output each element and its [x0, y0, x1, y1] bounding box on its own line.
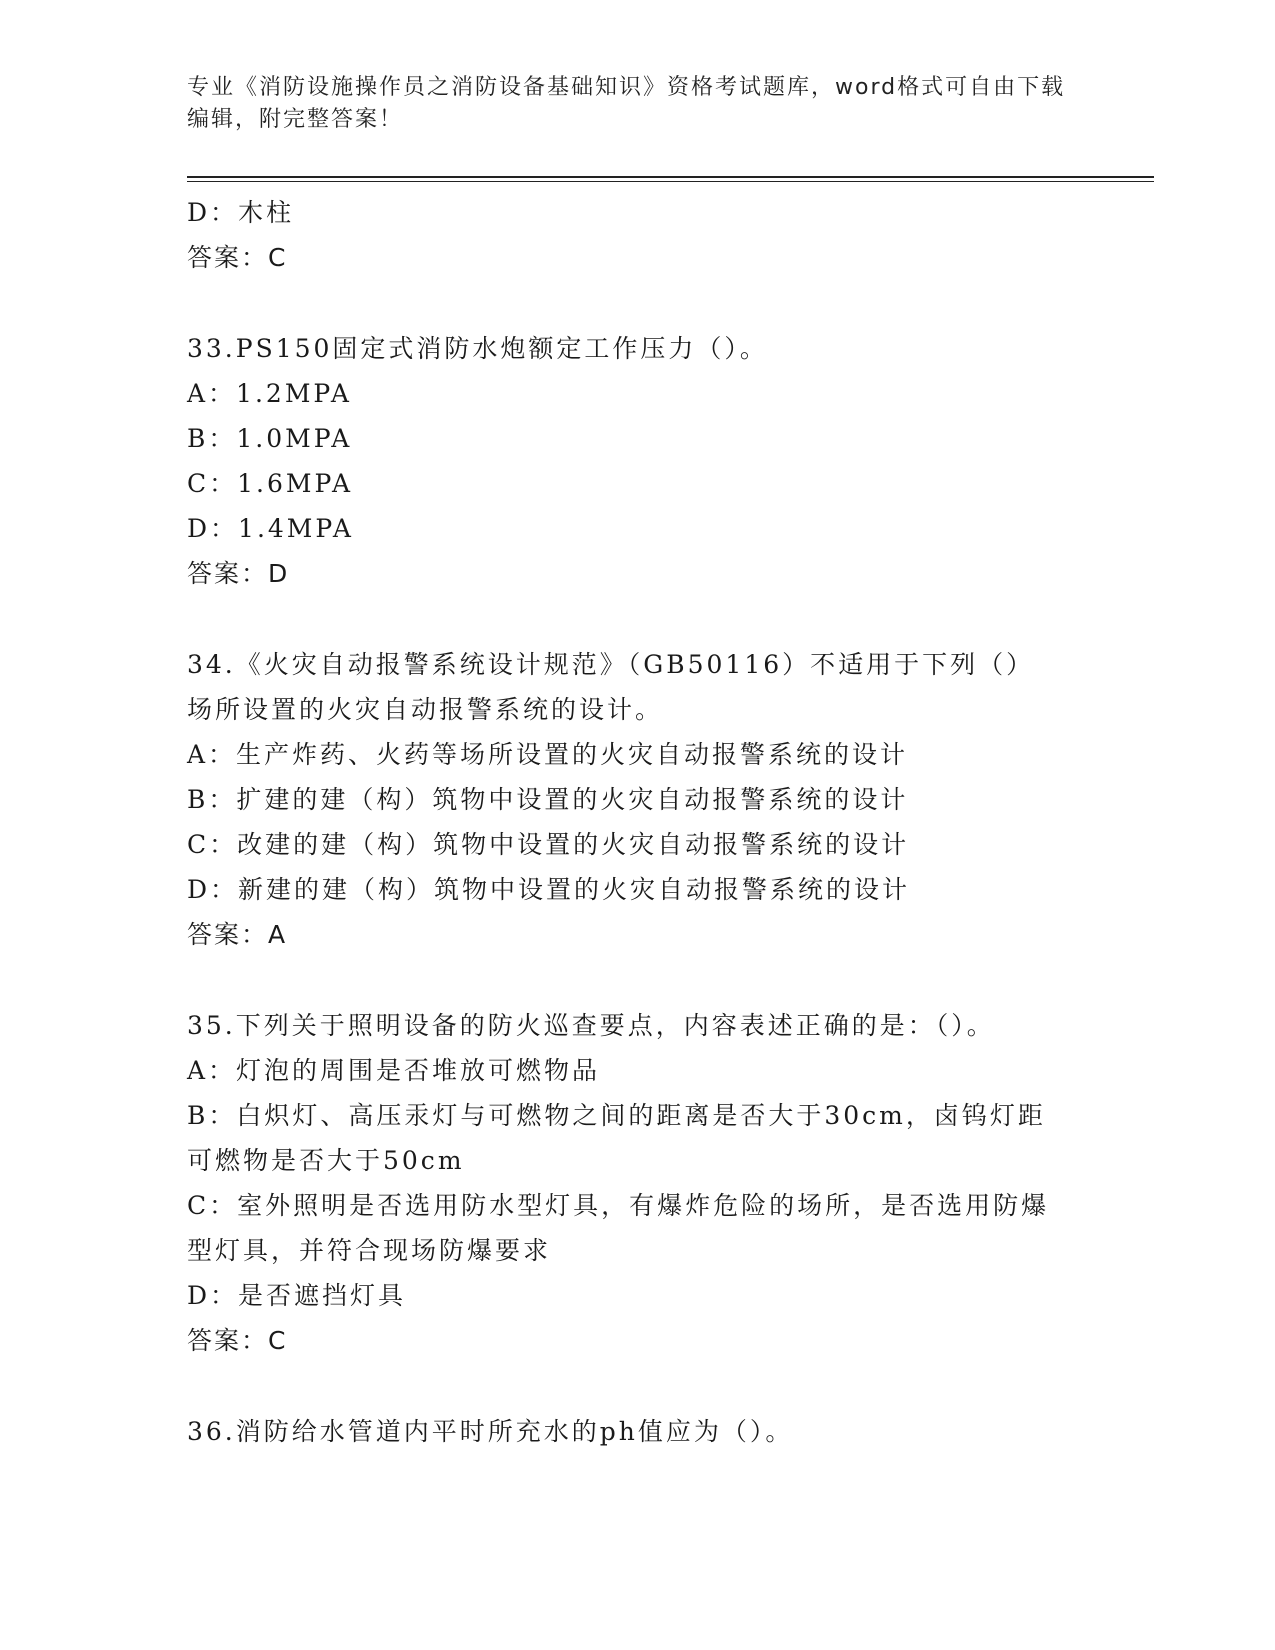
- option-b: B：白炽灯、高压汞灯与可燃物之间的距离是否大于30cm，卤钨灯距可燃物是否大于50cm: [187, 1101, 1046, 1175]
- option-c: C：室外照明是否选用防水型灯具，有爆炸危险的场所，是否选用防爆型灯具，并符合现场防爆要求: [187, 1191, 1050, 1265]
- question-35: [187, 1003, 1087, 1363]
- option-b: B：扩建的建（构）筑物中设置的火灾自动报警系统的设计: [187, 785, 909, 814]
- header-rule-thick: [187, 176, 1154, 178]
- header-rule-thin: [187, 181, 1154, 182]
- question-stem: 34.《火灾自动报警系统设计规范》（GB50116）不适用于下列（）场所设置的火灾自动报警系统的设计。: [187, 650, 1035, 724]
- question-34: [187, 642, 1087, 957]
- option-a: A：1.2MPA: [187, 379, 352, 408]
- answer: 答案：D: [187, 559, 290, 588]
- question-stem: 36.消防给水管道内平时所充水的ph值应为（）。: [187, 1417, 794, 1446]
- option-a: A：灯泡的周围是否堆放可燃物品: [187, 1056, 601, 1085]
- continued-option-d: D：木柱: [187, 198, 295, 227]
- option-c: C：改建的建（构）筑物中设置的火灾自动报警系统的设计: [187, 830, 910, 859]
- document-header: 专业《消防设施操作员之消防设备基础知识》资格考试题库，word格式可自由下载编辑，附完整答案！: [187, 75, 1066, 132]
- question-stem: 35.下列关于照明设备的防火巡查要点，内容表述正确的是：（）。: [187, 1011, 995, 1040]
- option-d: D：新建的建（构）筑物中设置的火灾自动报警系统的设计: [187, 875, 911, 904]
- answer: 答案：A: [187, 920, 288, 949]
- option-b: B：1.0MPA: [187, 424, 353, 453]
- question-36: [187, 1409, 1087, 1454]
- option-a: A：生产炸药、火药等场所设置的火灾自动报警系统的设计: [187, 740, 909, 769]
- question-stem: 33.PS150固定式消防水炮额定工作压力（）。: [187, 334, 768, 363]
- option-d: D：是否遮挡灯具: [187, 1281, 407, 1310]
- option-d: D：1.4MPA: [187, 514, 354, 543]
- question-33: [187, 326, 1087, 596]
- option-c: C：1.6MPA: [187, 469, 354, 498]
- continued-answer: 答案：C: [187, 243, 288, 272]
- answer: 答案：C: [187, 1326, 288, 1355]
- question-content: [187, 190, 1087, 1454]
